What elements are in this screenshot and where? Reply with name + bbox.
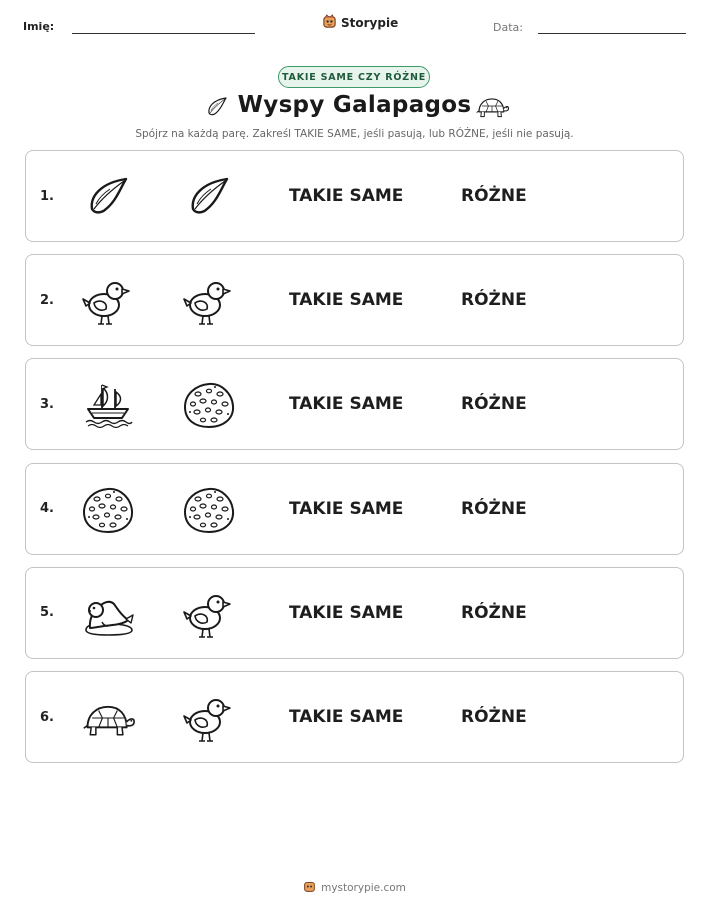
footer [0,880,709,896]
exercise-row [25,150,684,242]
option-different[interactable]: RÓŻNE [461,498,527,519]
row-number: 6. [40,709,54,725]
date-line[interactable] [538,33,686,34]
option-different[interactable]: RÓŻNE [461,394,527,415]
finch-icon [181,275,237,327]
date-label: Data: [493,21,523,34]
exercise-row [25,671,684,763]
option-same[interactable]: TAKIE SAME [289,707,404,727]
option-different[interactable]: RÓŻNE [461,186,527,206]
finch-icon [181,692,237,744]
instructions: Spójrz na każdą parę. Zakreśl TAKIE SAME, jeśli pasują, lub RÓŻNE, jeśli nie pasują. [135,128,574,140]
worksheet-type-badge: TAKIE SAME CZY RÓŻNE [278,66,430,88]
row-number: 4. [40,501,54,517]
page-title: Wyspy Galapagos [237,92,472,118]
leaf-icon [181,171,237,223]
exercise-row [25,567,684,659]
leaf-icon [80,171,136,223]
option-same[interactable]: TAKIE SAME [289,186,404,206]
name-label: Imię: [23,20,55,33]
row-number: 1. [40,188,54,204]
option-different[interactable]: RÓŻNE [461,602,527,623]
option-same[interactable]: TAKIE SAME [289,498,404,519]
brand-logo [322,14,398,32]
finch-icon [80,275,136,327]
finch-icon [181,588,237,640]
option-same[interactable]: TAKIE SAME [289,290,404,311]
option-same[interactable]: TAKIE SAME [289,394,404,415]
row-number: 3. [40,396,54,412]
ship-icon [80,379,136,431]
lava-rock-icon [181,484,237,536]
storypie-mascot-icon [322,14,337,32]
option-different[interactable]: RÓŻNE [461,707,527,727]
row-number: 2. [40,292,54,308]
option-same[interactable]: TAKIE SAME [289,602,404,623]
exercise-row [25,463,684,555]
tortoise-icon [80,692,136,744]
brand-name: Storypie [341,16,399,30]
row-number: 5. [40,605,54,621]
lava-rock-icon [181,379,237,431]
option-different[interactable]: RÓŻNE [461,290,527,311]
exercise-row [25,254,684,346]
lava-rock-icon [80,484,136,536]
footer-site[interactable]: mystorypie.com [321,882,406,894]
name-line[interactable] [72,33,255,34]
sea-lion-icon [80,588,136,640]
storypie-mascot-icon [303,880,316,896]
tortoise-icon [474,93,510,119]
exercise-row [25,358,684,450]
